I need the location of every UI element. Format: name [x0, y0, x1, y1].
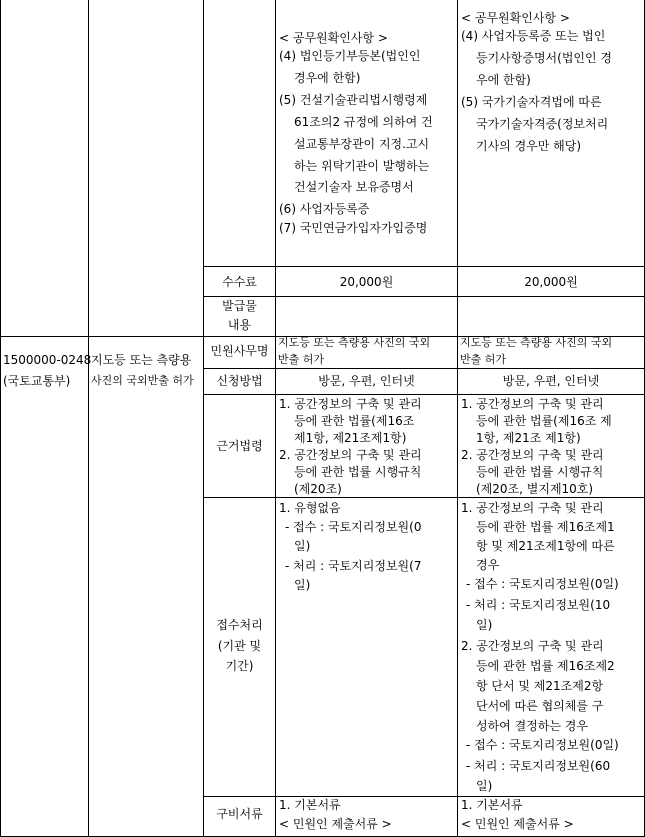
- table-cell: 일): [476, 618, 493, 632]
- table-cell: 1. 공간정보의 구축 및 관리: [461, 397, 604, 411]
- table-cell: 일): [476, 779, 493, 793]
- list-item: 61조의2 규정에 의하여 건: [294, 115, 433, 129]
- list-item: 하는 위탁기관이 발행하는: [294, 159, 430, 173]
- table-cell: 제1항, 제21조제1항): [294, 431, 407, 445]
- table-cell: 방문, 우편, 인터넷: [318, 374, 415, 388]
- table-cell: 지도등 또는 측량용 사진의 국외: [278, 336, 431, 349]
- table-cell: 등에 관한 법률 제16조제1: [476, 520, 615, 534]
- list-item: 국가기술자격증(정보처리: [476, 117, 609, 131]
- table-cell: - 처리 : 국토지리정보원(10: [466, 598, 611, 612]
- table-cell: 등에 관한 법률 제16조제2: [476, 659, 615, 673]
- table-cell: 경우: [476, 558, 500, 572]
- list-item: 설교통부장관이 지정.고시: [294, 137, 430, 151]
- table-cell: 1. 기본서류: [461, 798, 523, 812]
- table-cell: (제20조, 별지제10호): [476, 482, 594, 496]
- row-divider: [203, 497, 645, 498]
- table-cell: 항 단서 및 제21조제2항: [476, 679, 604, 693]
- service-code: 1500000-0248: [3, 353, 92, 367]
- table-cell: 일): [294, 539, 311, 553]
- row-divider: [203, 394, 645, 395]
- table-cell: - 처리 : 국토지리정보원(7: [285, 559, 422, 573]
- row-label: (기관 및: [217, 639, 262, 653]
- fee-label: 수수료: [222, 275, 257, 289]
- table-cell: - 접수 : 국토지리정보원(0: [285, 520, 422, 534]
- row-divider: [203, 796, 645, 797]
- table-cell: 1. 공간정보의 구축 및 관리: [279, 397, 422, 411]
- row-label: 접수처리: [216, 618, 263, 632]
- table-cell: 1항, 제21조 제1항): [476, 431, 581, 445]
- row-label: 민원사무명: [210, 344, 269, 358]
- fee-value: 20,000원: [524, 275, 578, 289]
- service-name: 사진의 국외반출 허가: [91, 374, 194, 387]
- table-cell: 등에 관한 법률(제16조 제: [476, 414, 612, 428]
- table-cell: - 접수 : 국토지리정보원(0일): [466, 577, 619, 591]
- table-cell: 2. 공간정보의 구축 및 관리: [279, 448, 422, 462]
- table-cell: 성하여 결정하는 경우: [476, 719, 588, 733]
- list-item: 경우에 한함): [294, 71, 361, 85]
- row-divider: [203, 368, 645, 369]
- row-label: 신청방법: [216, 374, 263, 388]
- list-item: < 공무원확인사항 >: [461, 11, 570, 25]
- list-item: (4) 사업자등록증 또는 법인: [461, 29, 606, 43]
- service-name: 지도등 또는 측량용: [91, 353, 192, 367]
- table-cell: 지도등 또는 측량용 사진의 국외: [460, 336, 613, 349]
- table-cell: 2. 공간정보의 구축 및 관리: [461, 448, 604, 462]
- table-cell: 항 및 제21조제1항에 따른: [476, 539, 615, 553]
- table-cell: 반출 허가: [460, 353, 507, 366]
- table-cell: 1. 공간정보의 구축 및 관리: [461, 501, 604, 515]
- table-cell: - 처리 : 국토지리정보원(60: [466, 759, 611, 773]
- list-item: (7) 국민연금가입자가입증명: [279, 221, 428, 235]
- table-cell: < 민원인 제출서류 >: [279, 817, 392, 831]
- table-cell: 1. 기본서류: [279, 798, 341, 812]
- list-item: 기사의 경우만 해당): [476, 139, 582, 153]
- row-divider: [203, 266, 645, 267]
- table-cell: - 접수 : 국토지리정보원(0일): [466, 738, 619, 752]
- list-item: (4) 법인등기부등본(법인인: [279, 49, 421, 63]
- border-left: [0, 0, 1, 837]
- list-item: 등기사항증명서(법인인 경: [476, 51, 613, 65]
- table-cell: 단서에 따른 협의체를 구: [476, 699, 604, 713]
- table-cell: 일): [294, 578, 311, 592]
- col-divider-3: [275, 0, 276, 837]
- table-cell: 방문, 우편, 인터넷: [502, 374, 600, 388]
- table-cell: 반출 허가: [278, 353, 325, 366]
- list-item: (5) 건설기술관리법시행령제: [279, 93, 428, 107]
- col-divider-1: [88, 0, 89, 837]
- issue-content-label: 내용: [227, 318, 252, 332]
- table-cell: 2. 공간정보의 구축 및 관리: [461, 639, 604, 653]
- table-cell: 등에 관한 법률 시행규칙: [476, 465, 604, 479]
- row-label: 근거법령: [216, 439, 263, 453]
- row-divider: [203, 296, 645, 297]
- list-item: (6) 사업자등록증: [279, 202, 370, 216]
- col-divider-4: [457, 0, 458, 837]
- list-item: < 공무원확인사항 >: [279, 31, 388, 45]
- ministry-name: (국토교통부): [3, 374, 71, 388]
- fee-value: 20,000원: [339, 275, 394, 289]
- col-divider-2: [203, 0, 204, 837]
- table-cell: 1. 유형없음: [279, 501, 341, 515]
- list-item: 우에 한함): [476, 73, 531, 87]
- table-cell: < 민원인 제출서류 >: [461, 817, 574, 831]
- list-item: (5) 국가기술자격법에 따른: [461, 95, 602, 109]
- table-cell: 등에 관한 법률 시행규칙: [294, 465, 422, 479]
- row-label: 구비서류: [216, 807, 263, 821]
- issue-content-label: 발급물: [222, 299, 257, 313]
- list-item: 건설기술자 보유증명서: [294, 180, 414, 194]
- table-cell: (제20조): [294, 482, 342, 496]
- table-cell: 등에 관한 법률(제16조: [294, 414, 415, 428]
- row-label: 기간): [225, 659, 254, 673]
